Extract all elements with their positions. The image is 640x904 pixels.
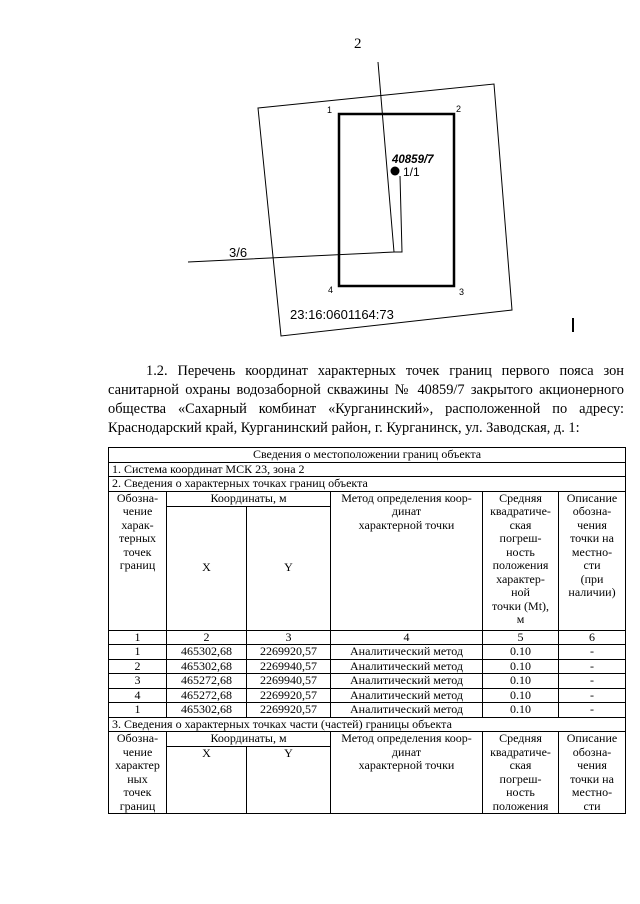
point-description: - — [559, 688, 626, 703]
column-number-1: 1 — [109, 630, 167, 645]
header-method: Метод определения коор- динат характерной точки — [331, 491, 483, 630]
table-row — [109, 703, 626, 718]
point-number: 1 — [109, 645, 167, 660]
point-y: 2269940,57 — [247, 674, 331, 689]
point-method: Аналитический метод — [331, 703, 483, 718]
point-x: 465272,68 — [167, 674, 247, 689]
point-description: - — [559, 659, 626, 674]
point-x: 465302,68 — [167, 645, 247, 660]
point-method: Аналитический метод — [331, 645, 483, 660]
header-y: Y — [247, 506, 331, 630]
point-number: 1 — [109, 703, 167, 718]
neighbour-boundary-line-2 — [394, 176, 402, 252]
corner-label-3: 3 — [459, 287, 465, 297]
column-number-5: 5 — [483, 630, 559, 645]
zone-map — [0, 0, 640, 345]
point-description: - — [559, 703, 626, 718]
table-title: Сведения о местоположении границ объекта — [109, 448, 626, 463]
well-point-label: 1/1 — [403, 165, 420, 179]
header3-designation: Обозна- чение характер ных точек границ — [109, 732, 167, 814]
point-method: Аналитический метод — [331, 688, 483, 703]
coordinates-table — [108, 447, 626, 814]
corner-label-2: 2 — [456, 104, 462, 114]
header-coordinates: Координаты, м — [167, 491, 331, 506]
header3-y: Y — [247, 747, 331, 814]
column-number-6: 6 — [559, 630, 626, 645]
margin-mark — [572, 318, 574, 332]
table-row — [109, 659, 626, 674]
point-x: 465302,68 — [167, 703, 247, 718]
well-point-marker — [391, 167, 400, 176]
header-description: Описание обозна- чения точки на местно- сти (при наличии) — [559, 491, 626, 630]
cadastral-parcel-outline — [258, 84, 512, 336]
point-accuracy: 0.10 — [483, 645, 559, 660]
point-accuracy: 0.10 — [483, 703, 559, 718]
point-method: Аналитический метод — [331, 659, 483, 674]
point-y: 2269940,57 — [247, 659, 331, 674]
table-row — [109, 674, 626, 689]
neighbour-boundary-line — [188, 62, 394, 262]
corner-label-4: 4 — [328, 285, 334, 295]
coordinate-system-row: 1. Система координат МСК 23, зона 2 — [109, 462, 626, 477]
header-accuracy: Средняя квадратиче- ская погреш- ность положения характер- ной точки (Mt), м — [483, 491, 559, 630]
point-accuracy: 0.10 — [483, 688, 559, 703]
well-number-label: 40859/7 — [392, 154, 434, 166]
table-row — [109, 688, 626, 703]
sanitary-zone-rectangle — [339, 114, 454, 286]
corner-label-1: 1 — [327, 105, 333, 115]
section-2-title: 2. Сведения о характерных точках границ объекта — [109, 477, 626, 492]
header3-description: Описание обозна- чения точки на местно- сти — [559, 732, 626, 814]
header3-x: X — [167, 747, 247, 814]
point-accuracy: 0.10 — [483, 659, 559, 674]
table-row — [109, 645, 626, 660]
column-number-3: 3 — [247, 630, 331, 645]
section-3-title: 3. Сведения о характерных точках части (частей) границы объекта — [109, 717, 626, 732]
point-y: 2269920,57 — [247, 645, 331, 660]
parcel-label-3-6: 3/6 — [229, 245, 248, 260]
point-number: 2 — [109, 659, 167, 674]
point-y: 2269920,57 — [247, 703, 331, 718]
point-number: 4 — [109, 688, 167, 703]
point-method: Аналитический метод — [331, 674, 483, 689]
section-paragraph: 1.2. Перечень координат характерных точек границ первого пояса зон санитарной охраны водозаборной скважины № 40859/7 закрытого акционерного общества «Сахарный комбинат «Курганинский», расположенной по адресу: Краснодарский край, Курганинский район, г. Курганинск, ул. Заводская, д. 1: — [108, 363, 624, 436]
column-number-4: 4 — [331, 630, 483, 645]
point-x: 465272,68 — [167, 688, 247, 703]
cadastral-number-label: 23:16:0601164:73 — [290, 307, 394, 322]
header-designation: Обозна- чение харак- терных точек границ — [109, 491, 167, 630]
page-number: 2 — [354, 36, 362, 52]
header-x: X — [167, 506, 247, 630]
point-y: 2269920,57 — [247, 688, 331, 703]
point-description: - — [559, 645, 626, 660]
point-number: 3 — [109, 674, 167, 689]
point-accuracy: 0.10 — [483, 674, 559, 689]
point-x: 465302,68 — [167, 659, 247, 674]
header3-accuracy: Средняя квадратиче- ская погреш- ность положения — [483, 732, 559, 814]
header3-coordinates: Координаты, м — [167, 732, 331, 747]
column-number-2: 2 — [167, 630, 247, 645]
header3-method: Метод определения коор- динат характерной точки — [331, 732, 483, 814]
point-description: - — [559, 674, 626, 689]
